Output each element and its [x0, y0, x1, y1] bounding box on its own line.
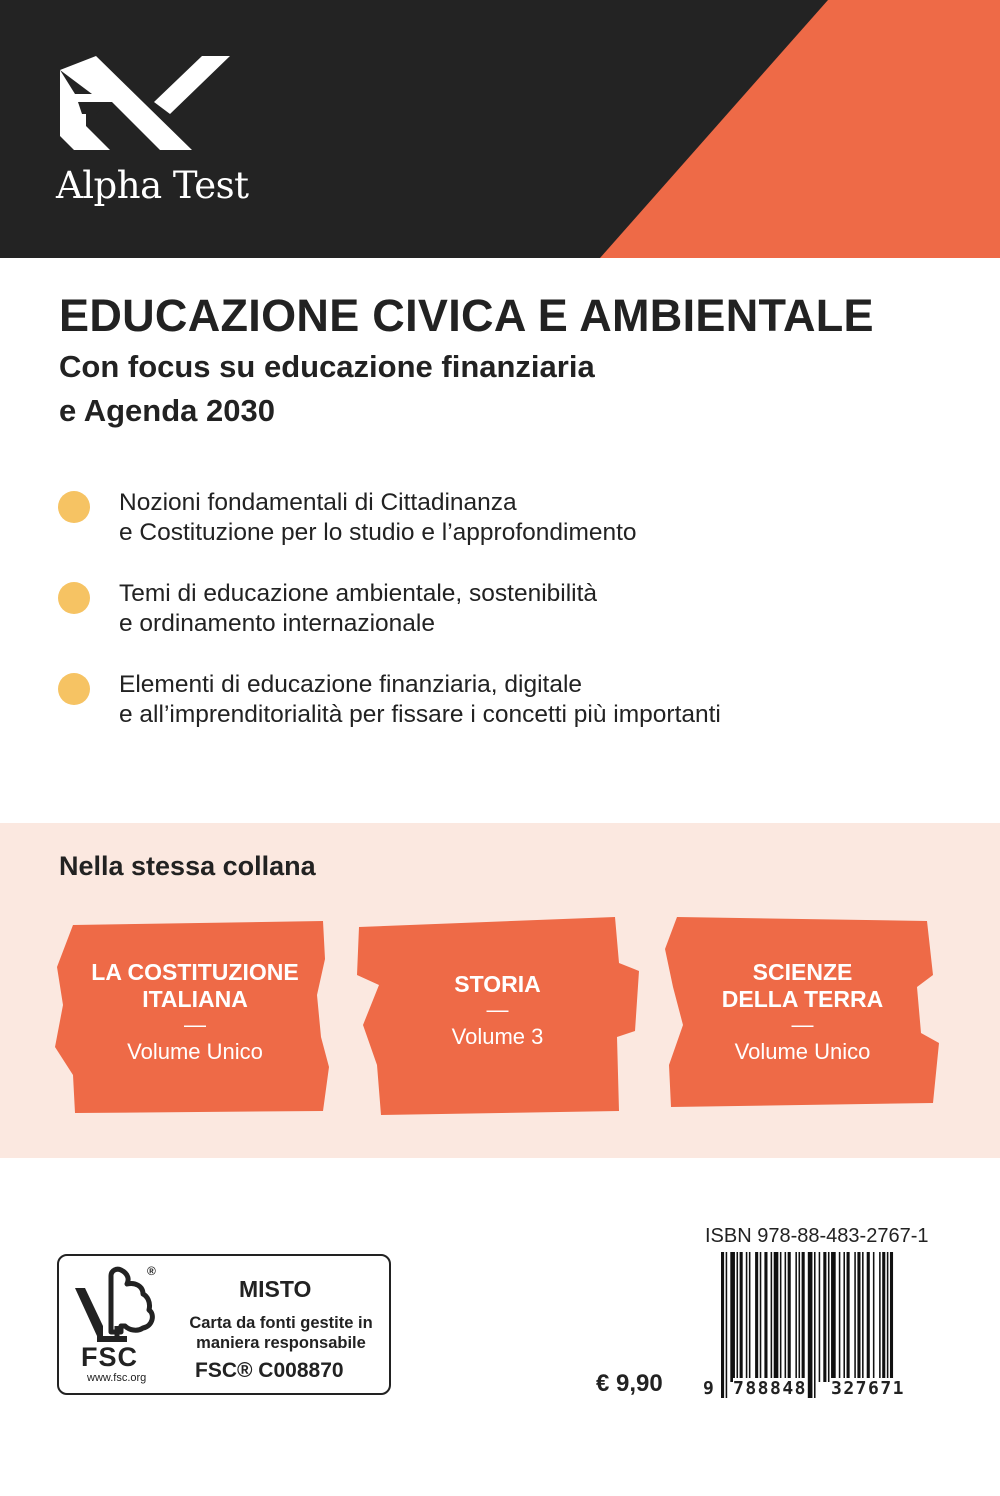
barcode-bar [873, 1252, 875, 1382]
fsc-registered-mark: ® [147, 1264, 156, 1278]
barcode-bar [730, 1252, 735, 1382]
barcode-bar [795, 1252, 797, 1382]
alpha-test-logo [52, 52, 230, 150]
barcode-bar [828, 1252, 830, 1382]
barcode-bar [867, 1252, 870, 1382]
barcode-bar [746, 1252, 748, 1382]
feature-line: Nozioni fondamentali di Cittadinanza [119, 489, 517, 516]
fsc-misto-label: MISTO [239, 1276, 312, 1302]
subtitle-line-2: e Agenda 2030 [59, 393, 275, 428]
barcode-bar [854, 1252, 856, 1382]
barcode-bar [788, 1252, 791, 1382]
barcode-bar [785, 1252, 787, 1382]
feature-list [58, 488, 958, 761]
isbn-label: ISBN 978-88-483-2767-1 [705, 1225, 929, 1247]
series-book-volume: Volume 3 [451, 1024, 544, 1049]
barcode [703, 1252, 943, 1402]
feature-item [58, 670, 958, 732]
feature-item [58, 579, 958, 641]
header-band [0, 0, 1000, 258]
bullet-dot-icon [58, 491, 90, 523]
feature-text [119, 488, 637, 548]
feature-text [119, 670, 721, 730]
barcode-bar [890, 1252, 893, 1398]
barcode-bar [831, 1252, 836, 1382]
feature-line: e all’imprenditorialità per fissare i concetti più importanti [119, 701, 721, 728]
barcode-bar [780, 1252, 782, 1382]
barcode-digits-right: 327671 [831, 1378, 906, 1399]
fsc-description [179, 1313, 383, 1353]
price: € 9,90 [596, 1370, 663, 1397]
series-title: Nella stessa collana [59, 851, 316, 881]
series-book-volume: Volume Unico [734, 1039, 871, 1064]
series-book-volume: Volume Unico [127, 1039, 263, 1064]
fsc-description-line: Carta da fonti gestite in [189, 1314, 373, 1332]
feature-line: e Costituzione per lo studio e l’approfondimento [119, 519, 637, 546]
book-subtitle [59, 345, 859, 433]
series-book-name: DELLA TERRA [721, 986, 884, 1012]
series-book-name: LA COSTITUZIONE [91, 959, 299, 985]
book-title: EDUCAZIONE CIVICA E AMBIENTALE [59, 290, 874, 341]
barcode-bar [726, 1252, 728, 1398]
barcode-digit-first: 9 [703, 1378, 716, 1399]
barcode-bar [823, 1252, 826, 1382]
barcode-bar [847, 1252, 850, 1382]
barcode-bar [819, 1252, 821, 1382]
series-book-storia [355, 915, 640, 1117]
series-book-name: SCIENZE [752, 959, 853, 985]
bullet-dot-icon [58, 582, 90, 614]
barcode-bar [764, 1252, 767, 1382]
barcode-bar [862, 1252, 864, 1382]
barcode-bar [774, 1252, 779, 1382]
series-book-costituzione [55, 919, 335, 1115]
barcode-digits-left: 788848 [733, 1378, 808, 1399]
series-book-dash: — [184, 1012, 206, 1037]
barcode-bar [749, 1252, 751, 1382]
bullet-dot-icon [58, 673, 90, 705]
barcode-bar [808, 1252, 813, 1398]
barcode-bar [839, 1252, 841, 1382]
barcode-bar [755, 1252, 758, 1382]
series-book-dash: — [791, 1012, 814, 1037]
fsc-description-line: maniera responsabile [196, 1334, 366, 1352]
barcode-bar [799, 1252, 801, 1382]
fsc-logo-text: FSC [81, 1342, 138, 1372]
feature-line: e ordinamento internazionale [119, 610, 435, 637]
series-book-dash: — [486, 997, 509, 1022]
subtitle-line-1: Con focus su educazione finanziaria [59, 349, 595, 384]
barcode-bar [887, 1252, 889, 1398]
feature-text [119, 579, 597, 639]
barcode-bar [857, 1252, 860, 1382]
barcode-bar [760, 1252, 762, 1382]
fsc-code: FSC® C008870 [195, 1359, 344, 1382]
barcode-bar [843, 1252, 845, 1382]
barcode-bar [882, 1252, 885, 1382]
feature-line: Elementi di educazione finanziaria, digitale [119, 671, 583, 698]
series-section [0, 823, 1000, 1158]
feature-item [58, 488, 958, 550]
barcode-bar [879, 1252, 881, 1382]
series-book-scienze [665, 915, 940, 1113]
barcode-bar [802, 1252, 805, 1398]
barcode-bar [740, 1252, 743, 1382]
series-book-name: STORIA [454, 971, 541, 997]
brand-name: Alpha Test [56, 164, 249, 207]
barcode-bar [737, 1252, 739, 1382]
series-book-name: ITALIANA [142, 986, 248, 1012]
barcode-bar [814, 1252, 816, 1398]
fsc-tree-icon [71, 1266, 161, 1346]
fsc-label [57, 1254, 391, 1395]
barcode-bar [771, 1252, 773, 1382]
fsc-url: www.fsc.org [87, 1372, 147, 1384]
barcode-bar [721, 1252, 724, 1398]
feature-line: Temi di educazione ambientale, sostenibilità [119, 580, 598, 607]
